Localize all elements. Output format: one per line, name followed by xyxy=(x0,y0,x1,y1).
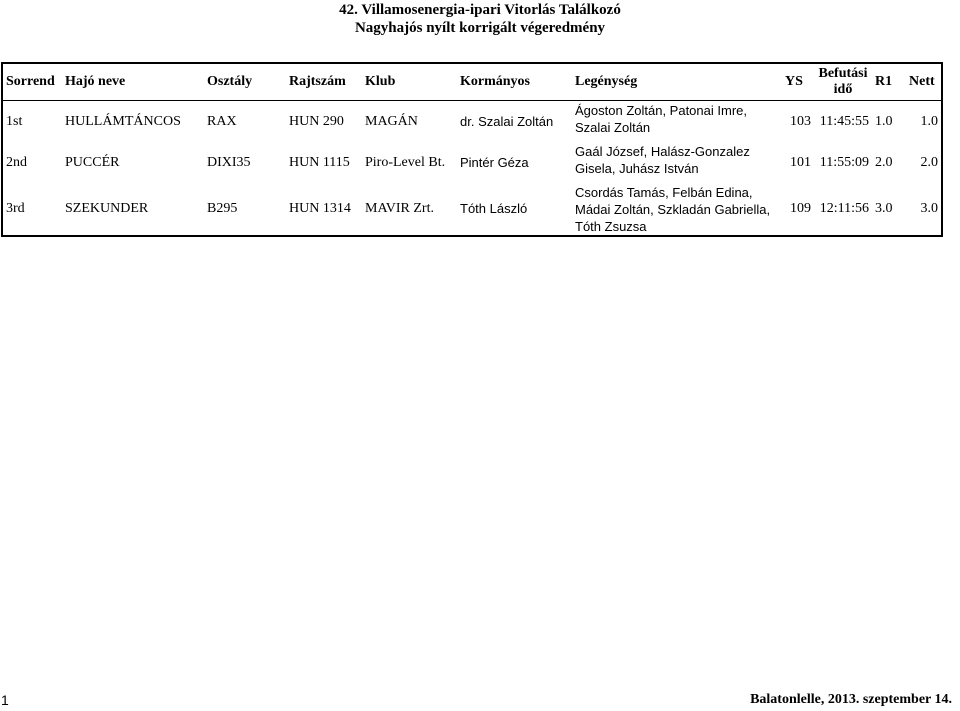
cell-r1: 3.0 xyxy=(875,201,893,216)
column-header-r1: R1 xyxy=(872,63,906,101)
table-row xyxy=(2,142,942,183)
document-header xyxy=(0,0,960,37)
cell-klub: MAVIR Zrt. xyxy=(365,201,434,216)
table-row xyxy=(2,101,942,143)
cell-befutasi-ido: 11:45:55 xyxy=(819,113,869,129)
cell-r1: 1.0 xyxy=(875,113,893,129)
cell-hajo-neve: PUCCÉR xyxy=(65,154,120,170)
cell-kormanyos: Pintér Géza xyxy=(460,154,529,170)
cell-befutasi-ido: 12:11:56 xyxy=(819,201,869,216)
page-subtitle: Nagyhajós nyílt korrigált végeredmény xyxy=(354,20,606,36)
cell-klub: MAGÁN xyxy=(365,113,418,129)
cell-osztaly: RAX xyxy=(207,113,237,129)
cell-rajtszam: HUN 1115 xyxy=(289,154,350,170)
cell-nett: 2.0 xyxy=(920,154,938,170)
cell-legenyseg: Csordás Tamás, Felbán Edina, Mádai Zoltán, Szkladán Gabriella, Tóth Zsuzsa xyxy=(575,185,771,234)
column-header-rajtszam: Rajtszám xyxy=(286,63,362,101)
page-title: 42. Villamosenergia-ipari Vitorlás Találkozó xyxy=(339,2,621,18)
cell-hajo-neve: HULLÁMTÁNCOS xyxy=(65,113,181,129)
cell-hajo-neve: SZEKUNDER xyxy=(65,201,149,216)
column-header-klub: Klub xyxy=(362,63,457,101)
cell-sorrend: 3rd xyxy=(6,201,25,216)
column-header-ys: YS xyxy=(782,63,814,101)
column-header-legenyseg: Legénység xyxy=(572,63,782,101)
cell-ys: 109 xyxy=(790,201,811,216)
page-number: 1 xyxy=(1,692,9,708)
cell-ys: 103 xyxy=(790,113,811,129)
cell-ys: 101 xyxy=(790,154,811,170)
cell-kormanyos: dr. Szalai Zoltán xyxy=(460,113,554,129)
column-header-kormanyos: Kormányos xyxy=(457,63,572,101)
column-header-osztaly: Osztály xyxy=(204,63,286,101)
cell-befutasi-ido: 11:55:09 xyxy=(819,154,869,170)
cell-osztaly: DIXI35 xyxy=(207,154,251,170)
cell-legenyseg: Ágoston Zoltán, Patonai Imre, Szalai Zoltán xyxy=(575,103,747,135)
cell-rajtszam: HUN 1314 xyxy=(289,201,351,216)
cell-rajtszam: HUN 290 xyxy=(289,113,344,129)
cell-sorrend: 1st xyxy=(6,113,23,129)
cell-nett: 3.0 xyxy=(920,201,938,216)
place-date: Balatonlelle, 2013. szeptember 14. xyxy=(750,692,952,707)
column-header-sorrend: Sorrend xyxy=(2,63,62,101)
column-header-hajo-neve: Hajó neve xyxy=(62,63,204,101)
cell-kormanyos: Tóth László xyxy=(460,201,528,216)
cell-osztaly: B295 xyxy=(207,201,238,216)
cell-sorrend: 2nd xyxy=(6,154,27,170)
results-table xyxy=(1,62,943,237)
cell-nett: 1.0 xyxy=(920,113,938,129)
cell-legenyseg: Gaál József, Halász-Gonzalez Gisela, Juhász István xyxy=(575,144,750,176)
table-row xyxy=(2,183,942,236)
column-header-nett: Nett xyxy=(906,63,942,101)
table-header-row xyxy=(2,63,942,101)
cell-r1: 2.0 xyxy=(875,154,893,170)
cell-klub: Piro-Level Bt. xyxy=(365,154,446,170)
column-header-befutasi-ido: Befutási idő xyxy=(814,63,872,101)
